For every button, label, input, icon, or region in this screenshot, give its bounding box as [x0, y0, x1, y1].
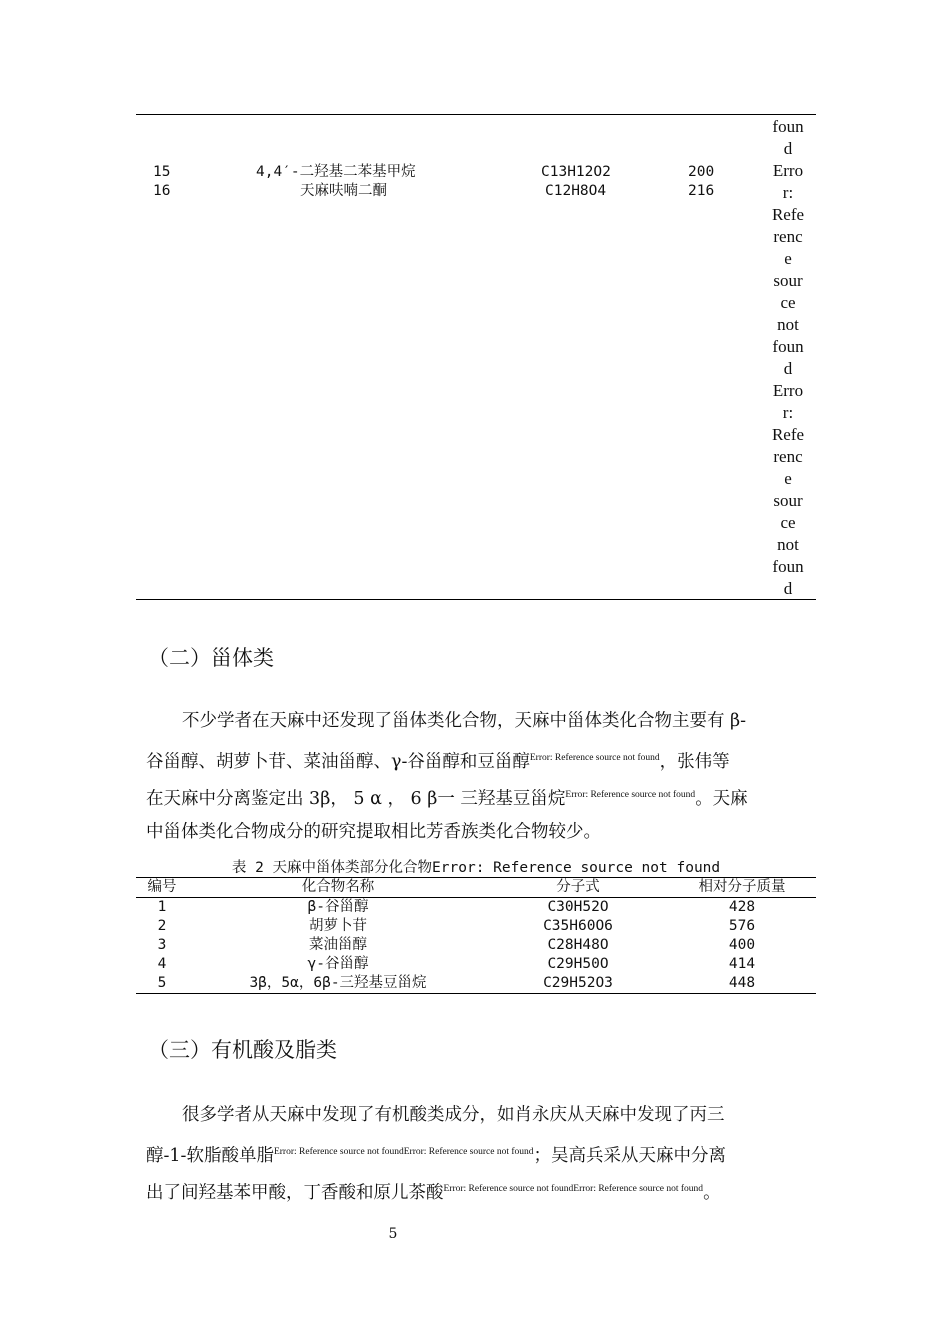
- ref-fragment: renc: [773, 447, 803, 466]
- ref-fragment: Erro: [772, 381, 804, 400]
- table2-header-no: 编号: [147, 879, 177, 895]
- paragraph-line: 中甾体类化合物成分的研究提取相比芳香族类化合物较少。: [146, 822, 601, 842]
- paragraph-line: 很多学者从天麻中发现了有机酸类成分，如肖永庆从天麻中发现了丙三: [182, 1105, 725, 1125]
- table1-row-16-no: 16: [153, 183, 171, 199]
- citation-error: Error: Reference source not foundError: Reference source not found: [443, 1184, 704, 1194]
- paragraph-line: 不少学者在天麻中还发现了甾体类化合物，天麻中甾体类化合物主要有 β-: [182, 711, 747, 731]
- table1-row-15-formula: C13H12O2: [541, 164, 611, 180]
- table-row: 5 3β，5α，6β-三羟基豆甾烷 C29H52O3 448: [157, 975, 756, 991]
- ref-fragment: not: [777, 535, 799, 554]
- ref-fragment: Refe: [771, 205, 805, 224]
- section-heading-organic-acids: （三）有机酸及脂类: [148, 1038, 337, 1062]
- table2-header-name: 化合物名称: [301, 879, 375, 895]
- ref-fragment: r:: [782, 403, 794, 422]
- page-number: 5: [388, 1226, 398, 1242]
- table1-row-15-mass: 200: [688, 164, 715, 180]
- table-row: 4 γ-谷甾醇 C29H50O 414: [157, 956, 756, 972]
- ref-fragment: e: [784, 249, 792, 268]
- table1-row-15-name: 4,4′-二羟基二苯基甲烷: [256, 164, 416, 180]
- table-row: 1 β-谷甾醇 C30H52O 428: [157, 899, 756, 915]
- table2-header-mass: 相对分子质量: [698, 879, 786, 895]
- ref-fragment: foun: [772, 117, 804, 136]
- table1-row-16-formula: C12H8O4: [545, 183, 607, 199]
- paragraph-line: 在天麻中分离鉴定出 3β， 5 α ， 6 β一 三羟基豆甾烷$^{Error: Reference source not found}$。天麻: [146, 789, 748, 809]
- table-row: 2 胡萝卜苷 C35H60O6 576: [157, 918, 756, 934]
- table2-header-formula: 分子式: [556, 879, 600, 895]
- ref-fragment: ce: [780, 293, 796, 312]
- ref-fragment: foun: [772, 337, 804, 356]
- citation-error: Error: Reference source not foundError: Reference source not found: [273, 1147, 534, 1157]
- table1-top-rule: [136, 114, 816, 115]
- ref-fragment: sour: [773, 271, 803, 290]
- table1-row-16-mass: 216: [688, 183, 715, 199]
- section2-paragraph: [146, 703, 810, 851]
- citation-error: Error: Reference source not found: [565, 790, 696, 800]
- table1-row-15-no: 15: [153, 164, 171, 180]
- ref-fragment: foun: [772, 557, 804, 576]
- citation-error: Error: Reference source not found: [529, 753, 660, 763]
- table1-row-16-name: 天麻呋喃二酮: [300, 183, 387, 199]
- paragraph-line: 出了间羟基苯甲酸，丁香酸和原儿茶酸$^{Error: Reference source not foundError: Reference source not found}$。: [146, 1183, 721, 1203]
- section-heading-steroids: （二）甾体类: [148, 646, 274, 670]
- table2-header-row: [136, 878, 816, 898]
- table2-caption: 表 2 天麻中甾体类部分化合物Error: Reference source not found: [231, 860, 721, 876]
- ref-fragment: renc: [773, 227, 803, 246]
- ref-fragment: r:: [782, 183, 794, 202]
- ref-fragment: d: [783, 359, 793, 378]
- table1-reference-column: [758, 116, 818, 600]
- ref-fragment: e: [784, 469, 792, 488]
- ref-fragment: ce: [780, 513, 796, 532]
- ref-fragment: sour: [773, 491, 803, 510]
- ref-fragment: Refe: [771, 425, 805, 444]
- section3-paragraph: [146, 1097, 810, 1208]
- paragraph-line: 谷甾醇、胡萝卜苷、菜油甾醇、γ-谷甾醇和豆甾醇$^{Error: Reference source not found}$，张伟等: [146, 752, 730, 772]
- ref-fragment: d: [783, 139, 793, 158]
- ref-fragment: Erro: [772, 161, 804, 180]
- table-row: 3 菜油甾醇 C28H48O 400: [157, 937, 756, 953]
- table2: [136, 878, 816, 993]
- ref-fragment: not: [777, 315, 799, 334]
- table2-bottom-rule: [136, 993, 816, 994]
- paragraph-line: 醇-1-软脂酸单脂$^{Error: Reference source not foundError: Reference source not found}$；吴高兵采从天麻中分离: [146, 1146, 727, 1166]
- table1-bottom-rule: [136, 599, 816, 600]
- ref-fragment: d: [783, 579, 793, 598]
